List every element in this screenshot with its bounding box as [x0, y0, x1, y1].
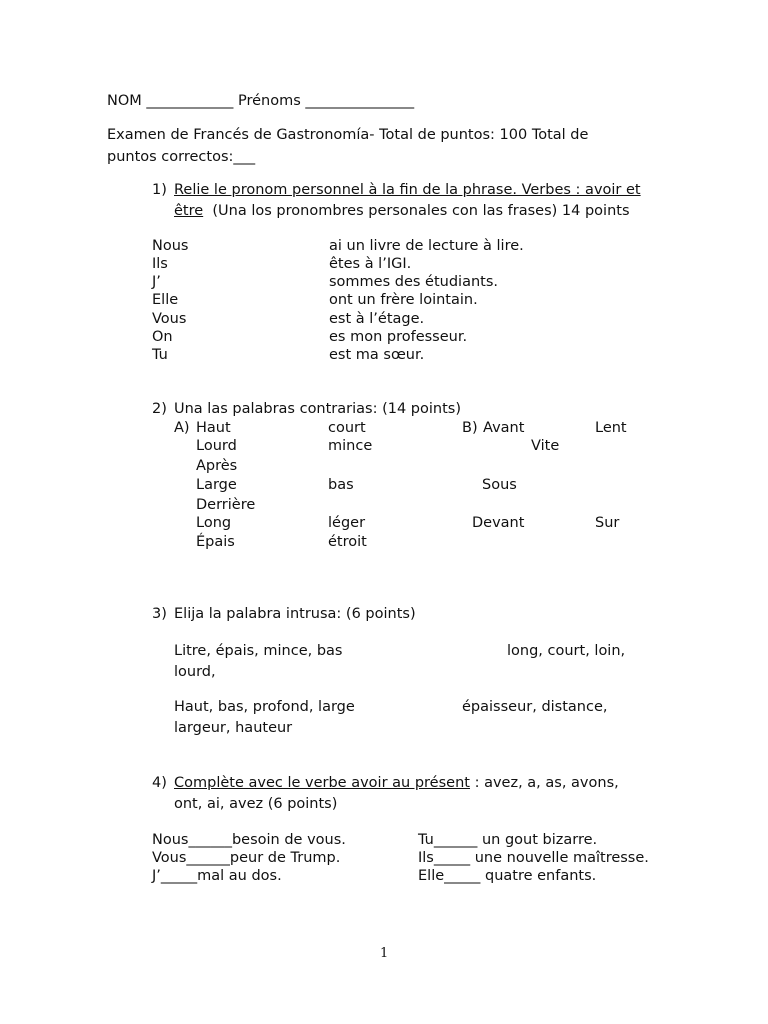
q4-sentence: Nous______besoin de vous. [152, 832, 346, 848]
q1-phrase: ont un frère lointain. [329, 292, 478, 308]
q1-instruction-rest: (Una los pronombres personales con las frases) 14 points [212, 203, 630, 219]
q1-phrase: es mon professeur. [329, 329, 468, 345]
q2-word: Sur [595, 515, 620, 531]
q2-word: Avant [483, 420, 525, 436]
q1-instruction-underlined-2: être [174, 203, 204, 219]
name-line: NOM ____________ Prénoms _______________ [107, 93, 415, 109]
q2-word: Haut [196, 420, 231, 436]
q2-word: Après [196, 458, 238, 474]
q2-word: Épais [196, 534, 235, 550]
q3-number: 3) [152, 606, 167, 622]
q4-sentence: Tu______ un gout bizarre. [418, 832, 598, 848]
q1-phrase: est ma sœur. [329, 347, 425, 363]
q1-pronoun: Elle [152, 292, 179, 308]
q2-label-b: B) [462, 420, 478, 436]
q2-label-a: A) [174, 420, 190, 436]
q2-word: étroit [328, 534, 367, 550]
q2-word: Long [196, 515, 232, 531]
q4-sentence: Vous______peur de Trump. [152, 850, 341, 866]
q1-phrase: est à l’étage. [329, 311, 425, 327]
q2-word: Vite [531, 438, 560, 454]
q4-instruction-rest: : avez, a, as, avons, [474, 775, 619, 791]
q2-word: mince [328, 438, 373, 454]
q4-sentence: J’_____mal au dos. [152, 868, 282, 884]
q3-group: épaisseur, distance, [462, 699, 608, 715]
q2-word: Sous [482, 477, 517, 493]
q2-word: court [328, 420, 366, 436]
q3-group: Litre, épais, mince, bas [174, 643, 343, 659]
q2-word: Lourd [196, 438, 237, 454]
q3-group: Haut, bas, profond, large [174, 699, 355, 715]
q1-pronoun: Nous [152, 238, 189, 254]
q4-sentence: Elle_____ quatre enfants. [418, 868, 597, 884]
q2-word: Devant [472, 515, 525, 531]
q2-word: Large [196, 477, 237, 493]
q2-word: léger [328, 515, 366, 531]
q3-group: long, court, loin, [507, 643, 626, 659]
q1-pronoun: On [152, 329, 173, 345]
q1-number: 1) [152, 182, 167, 198]
q1-pronoun: J’ [152, 274, 161, 290]
q1-instruction-line2 [174, 202, 630, 220]
q4-instruction-line1 [174, 774, 619, 792]
q2-word: Derrière [196, 497, 256, 513]
page-number: 1 [380, 946, 389, 961]
q4-sentence: Ils_____ une nouvelle maîtresse. [418, 850, 649, 866]
q1-phrase: sommes des étudiants. [329, 274, 499, 290]
q1-pronoun: Tu [152, 347, 168, 363]
q2-instruction: Una las palabras contrarias: (14 points) [174, 401, 461, 417]
q1-phrase: êtes à l’IGI. [329, 256, 412, 272]
q3-group-continued: lourd, [174, 664, 216, 680]
q2-word: Lent [595, 420, 627, 436]
q1-instruction-underlined-1: Relie le pronom personnel à la fin de la phrase. Verbes : avoir et [174, 182, 641, 198]
q4-instruction-underlined: Complète avec le verbe avoir au présent [174, 775, 470, 791]
q2-number: 2) [152, 401, 167, 417]
q4-number: 4) [152, 775, 167, 791]
exam-title-line2: puntos correctos:___ [107, 149, 256, 165]
q3-group-continued: largeur, hauteur [174, 720, 293, 736]
q1-pronoun: Ils [152, 256, 168, 272]
q1-pronoun: Vous [152, 311, 187, 327]
q2-word: bas [328, 477, 354, 493]
exam-title-line1: Examen de Francés de Gastronomía- Total de puntos: 100 Total de [107, 127, 589, 143]
q1-phrase: ai un livre de lecture à lire. [329, 238, 524, 254]
q4-instruction-line2: ont, ai, avez (6 points) [174, 796, 338, 812]
q3-instruction: Elija la palabra intrusa: (6 points) [174, 606, 416, 622]
